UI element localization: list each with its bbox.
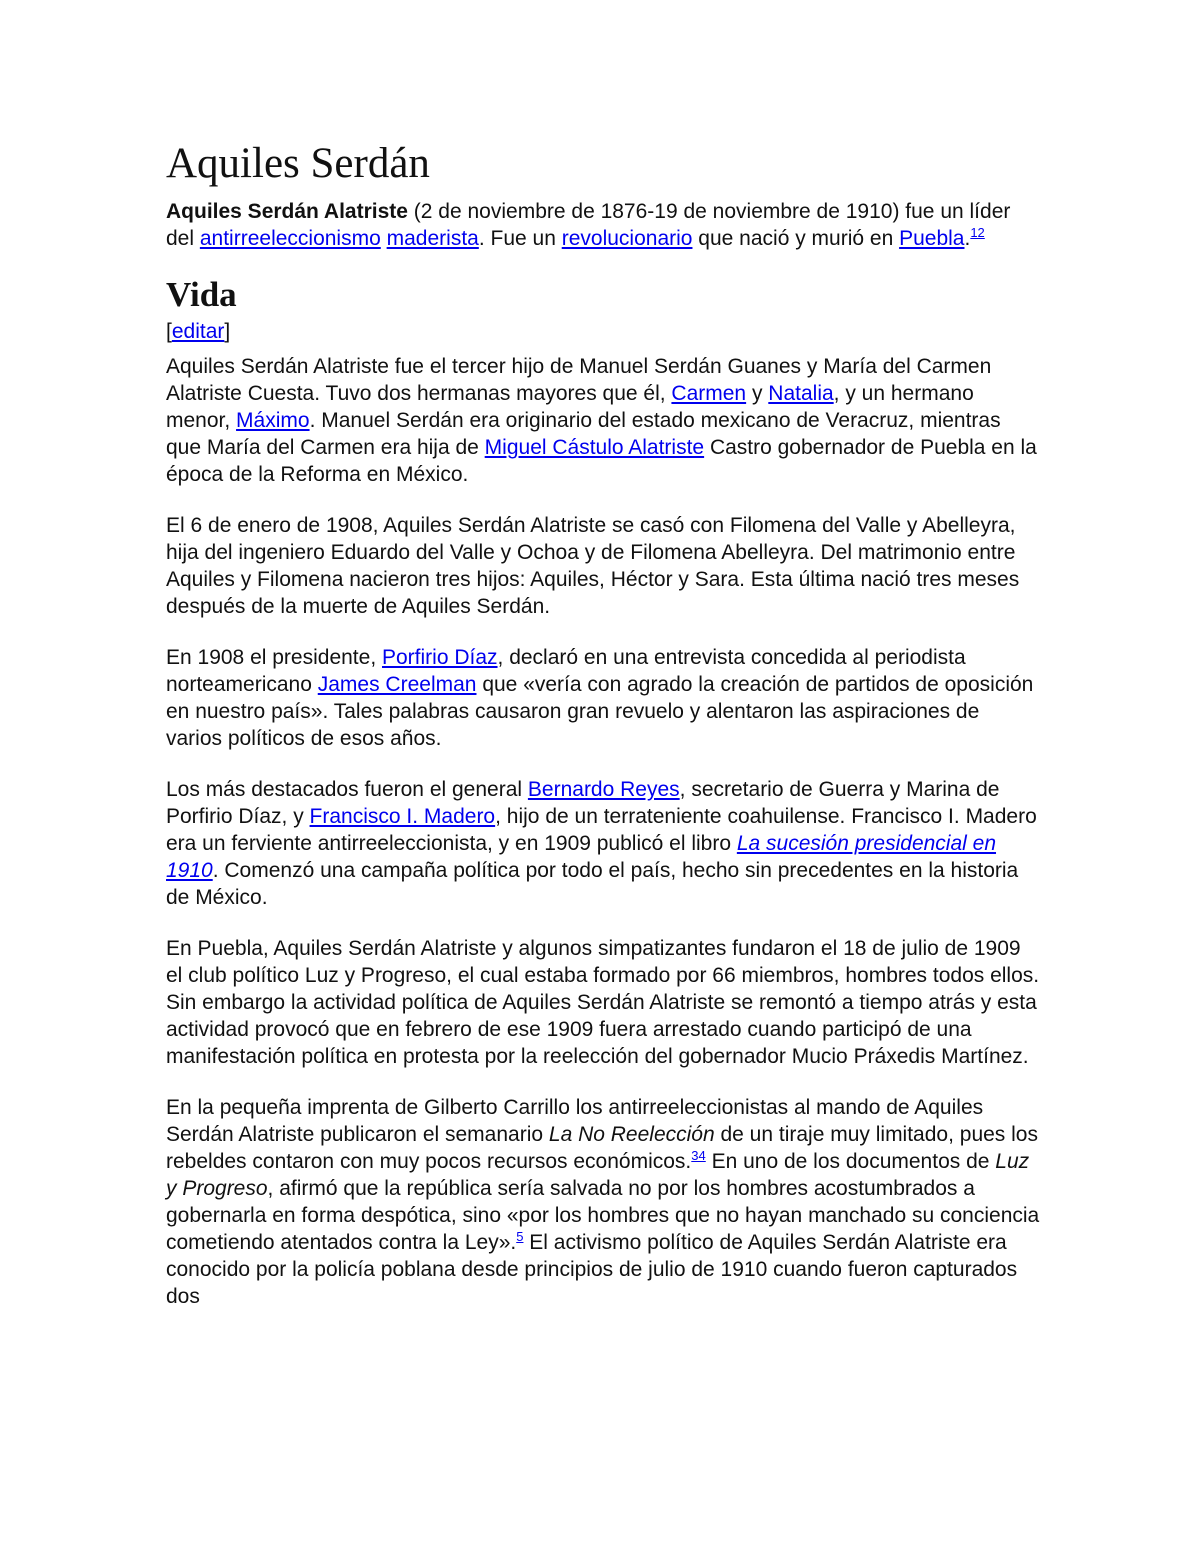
link-miguel-castulo-alatriste[interactable]: Miguel Cástulo Alatriste bbox=[484, 436, 705, 459]
link-puebla[interactable]: Puebla bbox=[899, 227, 965, 250]
link-francisco-madero[interactable]: Francisco I. Madero bbox=[309, 805, 496, 828]
edit-link[interactable]: editar bbox=[171, 320, 225, 343]
subject-name: Aquiles Serdán Alatriste bbox=[166, 200, 408, 223]
page-title: Aquiles Serdán bbox=[166, 140, 430, 187]
link-maximo[interactable]: Máximo bbox=[236, 409, 310, 432]
reference-12[interactable]: 12 bbox=[970, 225, 985, 240]
link-porfirio-diaz[interactable]: Porfirio Díaz bbox=[382, 646, 498, 669]
article bbox=[166, 138, 1040, 1334]
edit-section: [editar] bbox=[166, 320, 231, 343]
link-natalia[interactable]: Natalia bbox=[768, 382, 834, 405]
link-revolucionario[interactable]: revolucionario bbox=[561, 227, 693, 250]
paragraph-marriage: El 6 de enero de 1908, Aquiles Serdán Alatriste se casó con Filomena del Valle y Abelleyra, hija del ingeniero Eduardo del Valle y Ochoa y de Filomena Abelleyra. Del matrimonio entre Aquiles y Filomena nacieron tres hijos: Aquiles, Héctor y Sara. Esta última nació tres meses después de la muerte de Aquiles Serdán. bbox=[166, 514, 1020, 618]
reference-5[interactable]: 5 bbox=[516, 1229, 524, 1244]
paragraph-family: Aquiles Serdán Alatriste fue el tercer hijo de Manuel Serdán Guanes y María del Carmen Alatriste Cuesta. Tuvo dos hermanas mayores que él, Carmen y Natalia, y un hermano menor, Máximo. Manuel Serdán era originario del estado mexicano de Veracruz, mientras que María del Carmen era hija de Miguel Cástulo Alatriste Castro gobernador de Puebla en la época de la Reforma en México. bbox=[166, 355, 1037, 486]
link-carmen[interactable]: Carmen bbox=[671, 382, 747, 405]
link-james-creelman[interactable]: James Creelman bbox=[317, 673, 477, 696]
section-heading-vida: Vida bbox=[166, 275, 237, 314]
paragraph-reyes-madero: Los más destacados fueron el general Bernardo Reyes, secretario de Guerra y Marina de Porfirio Díaz, y Francisco I. Madero, hijo de un terrateniente coahuilense. Francisco I. Madero era un ferviente antirreeleccionista, y en 1909 publicó el libro La sucesión presidencial en 1910. Comenzó una campaña política por todo el país, hecho sin precedentes en la historia de México. bbox=[166, 778, 1037, 909]
intro-paragraph: Aquiles Serdán Alatriste (2 de noviembre de 1876-19 de noviembre de 1910) fue un líder del antirreeleccionismo maderista. Fue un revolucionario que nació y murió en Puebla.$^{12}$ bbox=[166, 200, 1011, 250]
link-bernardo-reyes[interactable]: Bernardo Reyes bbox=[527, 778, 680, 801]
paragraph-luz-y-progreso: En Puebla, Aquiles Serdán Alatriste y algunos simpatizantes fundaron el 18 de julio de 1909 el club político Luz y Progreso, el cual estaba formado por 66 miembros, hombres todos ellos. Sin embargo la actividad política de Aquiles Serdán Alatriste se remontó a tiempo atrás y esta actividad provocó que en febrero de ese 1909 fuera arrestado cuando participó de una manifestación política en protesta por la reelección del gobernador Mucio Práxedis Martínez. bbox=[166, 937, 1040, 1068]
link-maderista[interactable]: maderista bbox=[386, 227, 479, 250]
reference-34[interactable]: 34 bbox=[691, 1148, 706, 1163]
link-antirreeleccionismo[interactable]: antirreeleccionismo bbox=[199, 227, 381, 250]
link-la-sucesion-presidencial[interactable]: La sucesión presidencial en 1910 bbox=[166, 832, 997, 882]
paragraph-imprenta: En la pequeña imprenta de Gilberto Carrillo los antirreeleccionistas al mando de Aquiles Serdán Alatriste publicaron el semanario La No Reelección de un tiraje muy limitado, pues los rebeldes contaron con muy pocos recursos económicos.$^{34}$ En uno de los documentos de Luz y Progreso, afirmó que la república sería salvada no por los hombres acostumbrados a gobernarla en forma despótica, sino «por los hombres que no hayan manchado su conciencia cometiendo atentados contra la Ley».$^5$ El activismo político de Aquiles Serdán Alatriste era conocido por la policía poblana desde principios de julio de 1910 cuando fueron capturados dos bbox=[166, 1096, 1040, 1308]
paragraph-creelman: En 1908 el presidente, Porfirio Díaz, declaró en una entrevista concedida al periodista norteamericano James Creelman que «vería con agrado la creación de partidos de oposición en nuestro país». Tales palabras causaron gran revuelo y alentaron las aspiraciones de varios políticos de esos años. bbox=[166, 646, 1034, 750]
